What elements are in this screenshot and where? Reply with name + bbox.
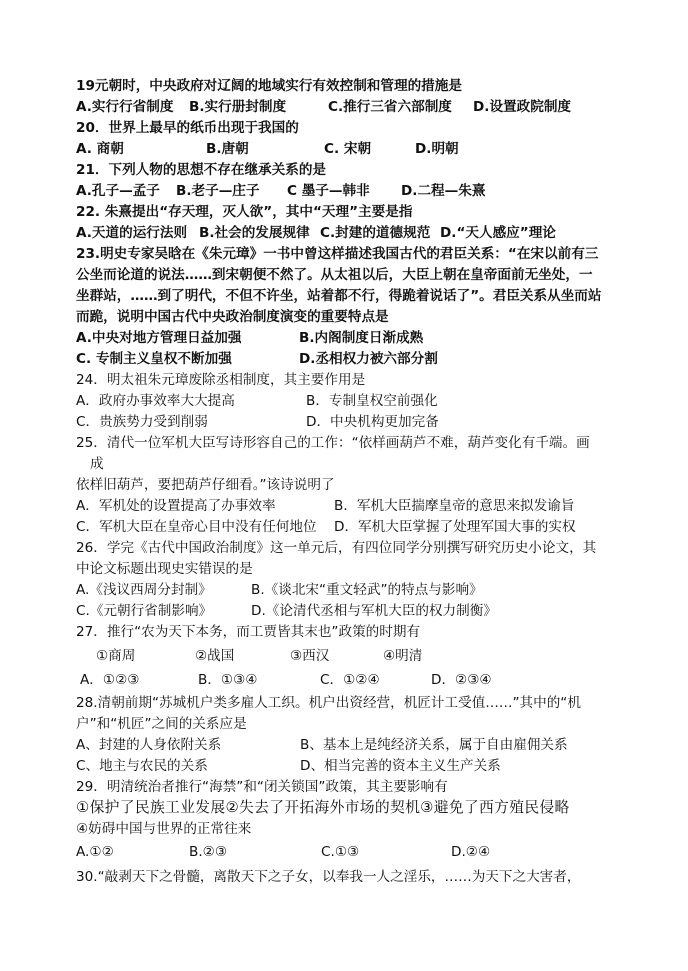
- q20-stem: 20．世界上最早的纸币出现于我国的: [76, 120, 299, 136]
- q27-item-2: ②战国: [195, 648, 235, 664]
- q25-line-3: 依样旧葫芦，要把葫芦仔细看。”该诗说明了: [76, 477, 335, 493]
- q24-option-b: B．专制皇权空前强化: [306, 393, 438, 409]
- q22-stem: 22. 朱熹提出“存天理，灭人欲”，其中“天理”主要是指: [76, 204, 413, 220]
- q26-option-a: A.《浅议西周分封制》: [76, 582, 212, 598]
- q21-option-d: D.二程—朱熹: [401, 183, 486, 199]
- q24-stem: 24．明太祖朱元璋废除丞相制度，其主要作用是: [76, 372, 366, 388]
- q27-option-d: D．②③④: [431, 672, 492, 688]
- q26-line-1: 26．学完《古代中国政治制度》这一单元后，有四位同学分别撰写研究历史小论文，其: [76, 540, 597, 556]
- q23-line-2: 公坐而论道的说法……到宋朝便不然了。从太祖以后，大臣上朝在皇帝面前无坐处，一: [76, 267, 593, 283]
- q26-option-c: C.《元朝行省制影响》: [76, 603, 213, 619]
- q26-option-b: B.《谈北宋“重文轻武”的特点与影响》: [251, 582, 483, 598]
- q23-line-3: 坐群站，……到了明代，不但不许坐，站着都不行，得跪着说话了”。君臣关系从坐而站: [76, 288, 602, 304]
- q27-item-1: ①商周: [96, 648, 136, 664]
- q23-option-b: B.内阁制度日渐成熟: [299, 330, 424, 346]
- q24-option-a: A．政府办事效率大大提高: [76, 393, 235, 409]
- q27-option-b: B．①③④: [198, 672, 258, 688]
- q25-line-1: 25．清代一位军机大臣写诗形容自己的工作：“依样画葫芦不难，葫芦变化有千端。画: [76, 435, 590, 451]
- q23-option-c: C. 专制主义皇权不断加强: [76, 351, 232, 367]
- q21-option-b: B.老子—庄子: [176, 183, 260, 199]
- q26-line-2: 中论文标题出现史实错误的是: [76, 561, 253, 577]
- q24-option-c: C．贵族势力受到削弱: [76, 414, 208, 430]
- q27-option-c: C．①②④: [320, 672, 380, 688]
- q25-line-2: 成: [90, 456, 104, 472]
- q23-line-1: 23.明史专家吴晗在《朱元璋》一书中曾这样描述我国古代的君臣关系：“在宋以前有三: [76, 246, 599, 262]
- q25-option-d: D．军机大臣掌握了处理军国大事的实权: [334, 519, 576, 535]
- q27-item-4: ④明清: [383, 648, 423, 664]
- q23-line-4: 而跪，说明中国古代中央政治制度演变的重要特点是: [76, 309, 389, 325]
- q19-option-b: B.实行册封制度: [189, 99, 287, 115]
- q20-option-d: D.明朝: [415, 141, 459, 157]
- q24-option-d: D．中央机构更加完备: [306, 414, 439, 430]
- q28-line-2: 户”和“机匠”之间的关系应是: [76, 716, 247, 732]
- q21-option-c: C 墨子—韩非: [287, 183, 370, 199]
- q26-option-d: D.《论清代丞相与军机大臣的权力制衡》: [251, 603, 497, 619]
- q19-stem: 19元朝时，中央政府对辽阔的地域实行有效控制和管理的措施是: [76, 78, 462, 94]
- q25-option-a: A．军机处的设置提高了办事效率: [76, 498, 276, 514]
- q30-line-1: 30.“敲剥天下之骨髓，离散天下之子女，以奉我一人之淫乐，……为天下之大害者，: [76, 869, 581, 885]
- q28-option-a: A、封建的人身依附关系: [76, 737, 222, 753]
- q27-option-a: A．①②③: [80, 672, 140, 688]
- q22-option-a: A.天道的运行法则: [76, 225, 188, 241]
- q25-option-c: C．军机大臣在皇帝心目中没有任何地位: [76, 519, 317, 535]
- q20-option-c: C. 宋朝: [324, 141, 372, 157]
- q29-line-3: ④妨碍中国与世界的正常往来: [76, 821, 252, 837]
- q29-option-c: C.①③: [321, 844, 360, 860]
- q22-option-c: C.封建的道德规范: [320, 225, 431, 241]
- q28-option-b: B、基本上是纯经济关系，属于自由雇佣关系: [300, 737, 568, 753]
- q19-option-a: A.实行行省制度: [76, 99, 174, 115]
- q19-option-d: D.设置政院制度: [473, 99, 572, 115]
- q29-line-2: ①保护了民族工业发展②失去了开拓海外市场的契机③避免了西方殖民侵略: [76, 799, 570, 816]
- q29-line-1: 29．明清统治者推行“海禁”和“闭关锁国”政策，其主要影响有: [76, 779, 448, 795]
- q19-option-c: C.推行三省六部制度: [328, 99, 452, 115]
- q22-option-b: B.社会的发展规律: [199, 225, 310, 241]
- q23-option-a: A.中央对地方管理日益加强: [76, 330, 242, 346]
- q29-option-d: D.②④: [451, 844, 491, 860]
- q21-stem: 21．下列人物的思想不存在继承关系的是: [76, 162, 327, 178]
- q29-option-a: A.①②: [76, 844, 114, 860]
- q20-option-a: A. 商朝: [76, 141, 124, 157]
- q21-option-a: A.孔子—孟子: [76, 183, 160, 199]
- q28-line-1: 28.清朝前期“苏城机户类多雇人工织。机户出资经营，机匠计工受值……”其中的“机: [76, 695, 581, 711]
- q27-stem: 27．推行“农为天下本务，而工贾皆其末也”政策的时期有: [76, 624, 421, 640]
- q23-option-d: D.丞相权力被六部分割: [299, 351, 438, 367]
- q28-option-d: D、相当完善的资本主义生产关系: [300, 758, 501, 774]
- q20-option-b: B.唐朝: [206, 141, 249, 157]
- q29-option-b: B.②③: [189, 844, 228, 860]
- q27-item-3: ③西汉: [290, 648, 330, 664]
- q28-option-c: C、地主与农民的关系: [76, 758, 208, 774]
- q22-option-d: D.“天人感应”理论: [440, 225, 556, 241]
- q25-option-b: B．军机大臣揣摩皇帝的意思来拟发谕旨: [334, 498, 575, 514]
